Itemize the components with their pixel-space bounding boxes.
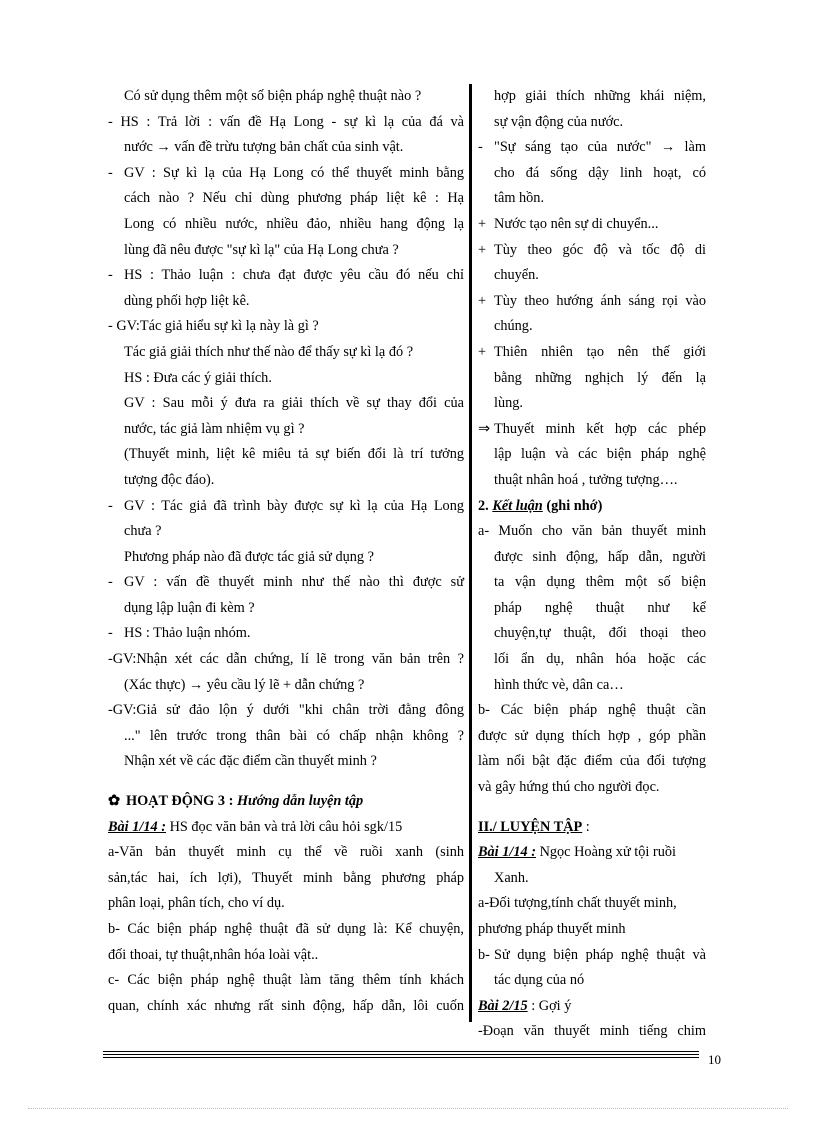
page-number: 10 <box>708 1052 721 1067</box>
bullet-line <box>108 161 464 187</box>
text-line: GV : Sau mỗi ý đưa ra giải thích về sự thay đổi của <box>124 395 464 412</box>
text-line: chuyện,tự thuật, đối thoại theo <box>494 625 706 642</box>
bullet-text: Tùy theo hướng ánh sáng rọi vào <box>494 292 706 309</box>
exercise-text: Ngọc Hoàng xử tội ruồi <box>539 844 676 861</box>
text-line: phương pháp thuyết minh <box>478 921 626 937</box>
text-line: quan, chính xác nhưng rất sinh động, hấp dẫn, lôi cuốn <box>108 997 464 1014</box>
bullet-line <box>108 494 464 520</box>
text-line: tác dụng của nó <box>494 972 585 989</box>
section-heading-subtitle: Hướng dẫn luyện tập <box>236 793 364 810</box>
text-line: được sinh động, hấp dẫn, người <box>494 548 706 565</box>
text-line: được sử dụng thích hợp , góp phần <box>478 727 706 744</box>
conclusion-title: Kết luận <box>492 497 543 514</box>
text-line: chuyển. <box>494 267 539 284</box>
text-line: -Đoạn văn thuyết minh tiếng chim <box>478 1023 706 1040</box>
practice-title: II./ LUYỆN TẬP <box>478 818 583 835</box>
footer-rule-top <box>103 1051 699 1052</box>
bullet-marker: - <box>108 625 113 642</box>
bullet-line <box>108 570 464 596</box>
bullet-line <box>478 212 706 238</box>
text-line: đối thoai, tự thuật,nhân hóa loài vật.. <box>108 946 319 963</box>
exercise-label: Bài 2/15 <box>478 997 528 1014</box>
exercise-text: : Gợi ý <box>531 997 572 1014</box>
text-line: phân loại, phân tích, cho ví dụ. <box>108 895 285 912</box>
bullet-line <box>478 135 706 161</box>
bullet-text: Nước tạo nên sự di chuyển... <box>494 215 659 232</box>
text-line: Phương pháp nào đã được tác giả sử dụng ? <box>124 548 374 565</box>
text-line: Có sử dụng thêm một số biện pháp nghệ thuật nào ? <box>124 88 422 104</box>
column-divider <box>469 84 472 1022</box>
bullet-line <box>478 943 706 969</box>
bullet-line <box>478 417 706 443</box>
text-line: nước → vấn đề trừu tượng bản chất của sinh vật. <box>124 139 404 156</box>
text-line: và gây hứng thú cho người đọc. <box>478 779 660 796</box>
bullet-text: Tùy theo góc độ và tốc độ di <box>494 241 706 258</box>
text-line: chưa ? <box>124 523 162 540</box>
practice-heading <box>478 815 706 841</box>
text-line: -GV:Giả sử đảo lộn ý dưới "khi chân trời đằng đông <box>108 702 464 719</box>
exercise-line <box>478 840 706 866</box>
text-line: cách nào ? Nếu chỉ dùng phương pháp liệt kê : Hạ <box>124 190 464 207</box>
section-heading <box>108 789 464 815</box>
bullet-marker: ⇒ <box>478 420 490 437</box>
text-line: a-Văn bản thuyết minh cụ thể về ruồi xanh (sinh <box>108 844 464 861</box>
text-line: - HS : Trả lời : vấn đề Hạ Long - sự kì lạ của đá và <box>108 113 464 130</box>
text-line: Long có nhiều nước, nhiều đảo, nhiều hang động lạ <box>124 215 464 232</box>
text-line: ta vận dụng thêm một số biện <box>494 574 706 591</box>
text-line: tượng độc đáo). <box>124 471 215 488</box>
bullet-line <box>108 621 464 647</box>
bullet-line <box>108 263 464 289</box>
bullet-marker: - <box>108 574 113 591</box>
page-bottom-dotted-border <box>28 1108 788 1109</box>
text-line: cho đá sống dậy linh hoạt, có <box>494 164 706 181</box>
bullet-line <box>478 238 706 264</box>
right-column <box>478 84 706 1045</box>
bullet-text: GV : Tác giả đã trình bày được sự kì lạ của Hạ Long <box>124 497 464 514</box>
bullet-text: "Sự sáng tạo của nước" → làm <box>494 139 706 156</box>
left-column <box>108 84 464 1019</box>
bullet-marker: - <box>108 164 113 181</box>
bullet-marker: b- <box>478 946 490 963</box>
text-line: HS : Đưa các ý giải thích. <box>124 369 272 386</box>
text-line: dụng lập luận đi kèm ? <box>124 599 255 616</box>
text-line: c- Các biện pháp nghệ thuật làm tăng thêm tính khách <box>108 972 464 989</box>
text-line: a-Đối tượng,tính chất thuyết minh, <box>478 895 677 912</box>
text-line: ..." lên trước trong thân bài có chấp nhận không ? <box>124 727 464 744</box>
text-line: lùng đã nêu được "sự kì lạ" của Hạ Long chưa ? <box>124 241 399 258</box>
text-line: lập luận và các biện pháp nghệ <box>494 446 706 463</box>
text-line: (Thuyết minh, liệt kê miêu tả sự biến đổi là trí tưởng <box>124 446 464 463</box>
bullet-line <box>478 289 706 315</box>
conclusion-note: (ghi nhớ) <box>546 497 603 514</box>
text-line: sản,tác hai, ích lợi), Thuyết minh bằng phương pháp <box>108 869 464 886</box>
footer-rule-bottom <box>103 1057 699 1058</box>
bullet-marker: + <box>478 215 487 232</box>
footer-rule-middle <box>103 1054 699 1055</box>
exercise-text: HS đọc văn bản và trả lời câu hỏi sgk/15 <box>169 818 403 835</box>
text-line: b- Các biện pháp nghệ thuật cần <box>478 702 706 719</box>
bullet-text: GV : Sự kì lạ của Hạ Long có thể thuyết minh bằng <box>124 164 464 181</box>
section-heading-label: HOẠT ĐỘNG 3 : <box>125 793 234 810</box>
bullet-marker: + <box>478 343 487 360</box>
bullet-text: GV : vấn đề thuyết minh như thế nào thì được sử <box>124 574 464 591</box>
bullet-marker: + <box>478 241 487 258</box>
conclusion-number: 2. <box>478 497 489 514</box>
text-line: tâm hồn. <box>494 190 545 207</box>
bullet-marker: - <box>108 267 113 284</box>
exercise-line <box>108 815 464 841</box>
bullet-text: HS : Thảo luận : chưa đạt được yêu cầu đó nếu chỉ <box>124 267 464 284</box>
bullet-marker: - <box>108 497 113 514</box>
text-line: b- Các biện pháp nghệ thuật đã sử dụng là: Kể chuyện, <box>108 921 464 937</box>
text-line: lối ẩn dụ, nhân hóa hoặc các <box>494 651 706 668</box>
text-line: - GV:Tác giả hiểu sự kì lạ này là gì ? <box>108 318 319 335</box>
spacer <box>478 801 706 815</box>
bullet-marker: - <box>478 139 483 156</box>
text-line: chúng. <box>494 318 533 335</box>
conclusion-heading <box>478 494 706 520</box>
text-line: hình thức vè, dân ca… <box>494 676 624 693</box>
spacer <box>108 775 464 789</box>
text-line: dùng phối hợp liệt kê. <box>124 292 250 309</box>
text-line: a- Muốn cho văn bản thuyết minh <box>478 523 706 540</box>
bullet-text: Thiên nhiên tạo nên thế giới <box>494 343 706 360</box>
text-line: nước, tác giả làm nhiệm vụ gì ? <box>124 420 305 437</box>
text-line: bằng những nghịch lý đến lạ <box>494 369 706 386</box>
text-line: lùng. <box>494 395 523 412</box>
exercise-label: Bài 1/14 : <box>478 844 536 861</box>
bullet-line <box>478 340 706 366</box>
flower-icon: ✿ <box>108 793 120 810</box>
bullet-text: HS : Thảo luận nhóm. <box>124 625 251 642</box>
text-line: -GV:Nhận xét các dẫn chứng, lí lẽ trong văn bản trên ? <box>108 651 464 668</box>
text-line: hợp giải thích những khái niệm, <box>494 88 706 104</box>
text-line: Tác giả giải thích như thế nào để thấy sự kì lạ đó ? <box>124 343 414 360</box>
text-line: (Xác thực) → yêu cầu lý lẽ + dẫn chứng ? <box>124 676 365 693</box>
exercise-label: Bài 1/14 : <box>108 818 166 835</box>
bullet-text: Thuyết minh kết hợp các phép <box>494 420 706 437</box>
bullet-marker: + <box>478 292 487 309</box>
text-line: Nhận xét về các đặc điểm cần thuyết minh ? <box>124 753 377 770</box>
text-line: Xanh. <box>494 869 529 886</box>
text-line: pháp nghệ thuật như kể <box>494 599 706 616</box>
text-line: làm nổi bật đặc điểm của đối tượng <box>478 753 706 770</box>
exercise-line <box>478 994 706 1020</box>
text-line: thuật nhân hoá , tưởng tượng…. <box>494 471 678 488</box>
text-line: sự vận động của nước. <box>494 113 624 130</box>
practice-title-colon: : <box>582 818 590 835</box>
bullet-text: Sử dụng biện pháp nghệ thuật và <box>494 946 706 963</box>
